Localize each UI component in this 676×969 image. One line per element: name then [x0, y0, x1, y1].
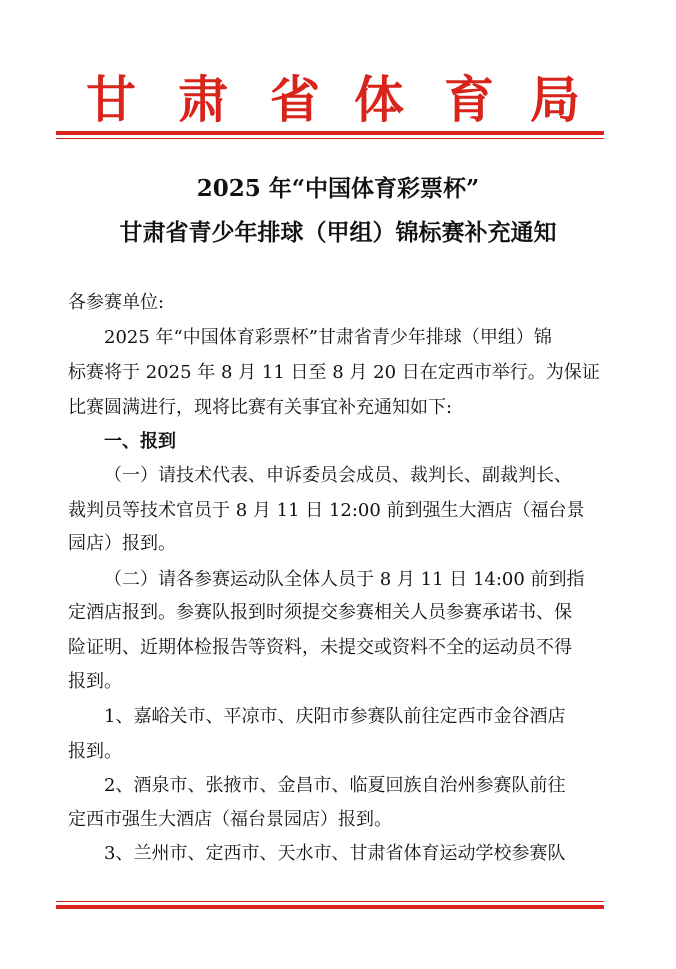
body-line: 定西市强生大酒店（福台景园店）报到。 [68, 809, 392, 830]
footer-rule-thin [56, 901, 604, 902]
body-line: 1、嘉峪关市、平凉市、庆阳市参赛队前往定西市金谷酒店 [104, 706, 566, 727]
document-title-line-2: 甘肃省青少年排球（甲组）锦标赛补充通知 [119, 219, 557, 246]
body-line: 比赛圆满进行，现将比赛有关事宜补充通知如下: [68, 397, 453, 418]
letterhead-rule-thin [56, 138, 604, 139]
letterhead [0, 72, 676, 132]
body-line: 报到。 [68, 741, 122, 762]
body-line: 园店）报到。 [68, 533, 176, 554]
letterhead-char: 体 [354, 70, 404, 129]
letterhead-char: 育 [444, 70, 494, 129]
body-line: （一）请技术代表、申诉委员会成员、裁判长、副裁判长、 [104, 465, 572, 486]
body-line: 3、兰州市、定西市、天水市、甘肃省体育运动学校参赛队 [104, 843, 566, 864]
section-heading: 一、报到 [104, 431, 176, 452]
footer-rule-thick [56, 905, 604, 909]
body-line: 险证明、近期体检报告等资料，未提交或资料不全的运动员不得 [68, 637, 572, 658]
body-line: 报到。 [68, 671, 122, 692]
letterhead-char: 甘 [86, 70, 136, 129]
body-line: 裁判员等技术官员于 8 月 11 日 12:00 前到强生大酒店（福台景 [68, 500, 585, 521]
body-line: 标赛将于 2025 年 8 月 11 日至 8 月 20 日在定西市举行。为保证 [68, 362, 600, 383]
document-title-line-1: 2025 年“中国体育彩票杯” [196, 175, 480, 202]
salutation: 各参赛单位: [68, 292, 165, 313]
body-line: 2025 年“中国体育彩票杯”甘肃省青少年排球（甲组）锦 [104, 327, 552, 348]
body-line: 2、酒泉市、张掖市、金昌市、临夏回族自治州参赛队前往 [104, 775, 566, 796]
body-line: 定酒店报到。参赛队报到时须提交参赛相关人员参赛承诺书、保 [68, 602, 572, 623]
letterhead-rule-thick [56, 131, 604, 135]
letterhead-char: 省 [270, 70, 320, 129]
letterhead-char: 局 [530, 70, 580, 129]
letterhead-char: 肃 [178, 70, 228, 129]
body-line: （二）请各参赛运动队全体人员于 8 月 11 日 14:00 前到指 [104, 569, 585, 590]
